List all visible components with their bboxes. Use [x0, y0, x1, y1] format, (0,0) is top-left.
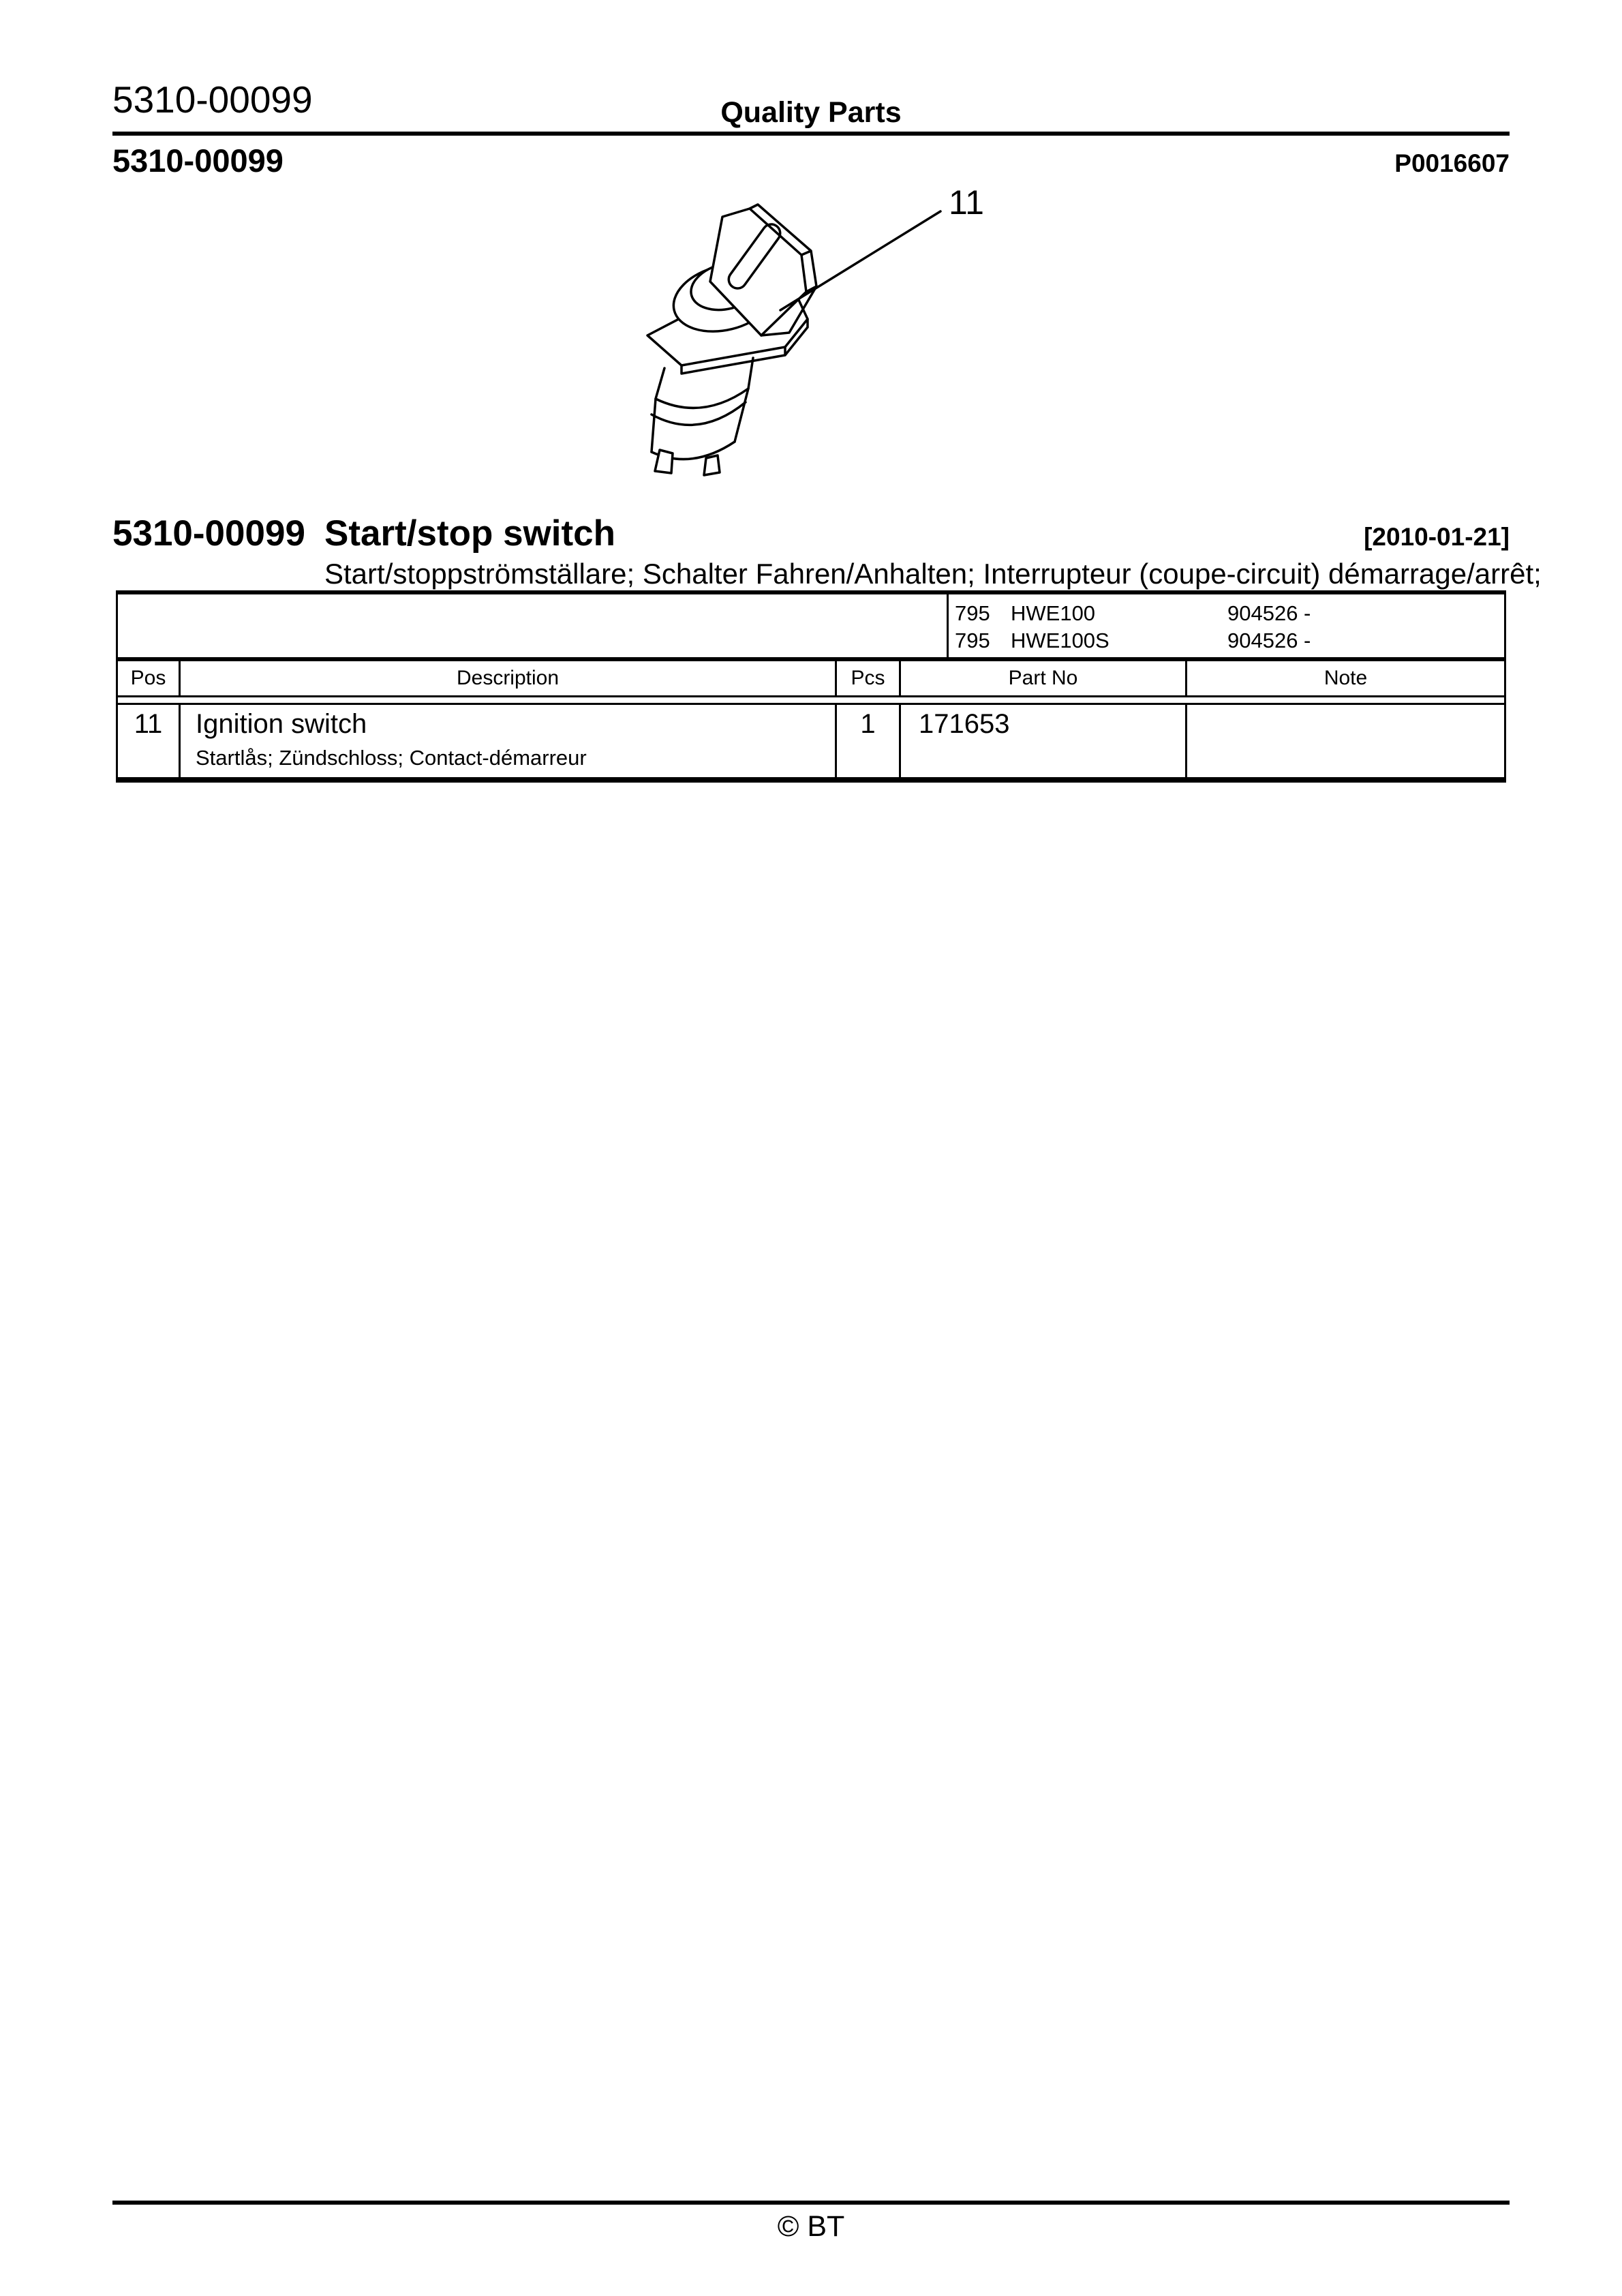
footer-rule [112, 2201, 1510, 2205]
cell-note [1187, 705, 1504, 777]
section-subtitle: Start/stoppströmställare; Schalter Fahren/Anhalten; Interrupteur (coupe-circuit) démarrage/arrêt; [324, 558, 1542, 590]
switch-housing [652, 358, 753, 475]
col-header-note: Note [1323, 667, 1368, 689]
header-rule [112, 132, 1510, 136]
col-header-part-no: Part No [901, 661, 1187, 695]
header-center-title: Quality Parts [720, 96, 902, 129]
model-panel-divider [947, 594, 949, 657]
parts-table-header [118, 661, 1504, 695]
model-serial: 904526 - [1227, 601, 1311, 625]
section-revision-date: [2010-01-21] [1364, 523, 1510, 551]
description-main: Ignition switch [196, 709, 367, 739]
cell-pos: 11 [118, 705, 181, 777]
model-code: 795 [955, 629, 990, 652]
header-doc-number: 5310-00099 [112, 78, 313, 121]
model-row [955, 600, 1311, 627]
figure-code: P0016607 [1394, 149, 1510, 177]
col-header-description: Description [181, 661, 837, 695]
model-row [955, 627, 1311, 654]
col-header-pos: Pos [118, 661, 181, 695]
col-header-pcs: Pcs [837, 661, 901, 695]
figure-callout-11: 11 [949, 183, 984, 222]
model-code: 795 [955, 601, 990, 625]
terminal-tab [704, 455, 720, 475]
model-list [955, 600, 1311, 654]
doc-number-bold: 5310-00099 [112, 142, 284, 179]
cell-description [181, 705, 837, 777]
model-name: HWE100 [1011, 601, 1096, 625]
footer-copyright: © BT [777, 2210, 845, 2243]
section-number: 5310-00099 [112, 513, 305, 554]
table-row [118, 705, 1504, 777]
header-separator-double-rule [118, 695, 1504, 705]
section-title: Start/stop switch [324, 513, 616, 554]
cell-pcs: 1 [837, 705, 901, 777]
ignition-switch-drawing [586, 169, 995, 496]
description-translations: Startlås; Zündschloss; Contact-démarreur [196, 746, 587, 770]
model-applicability-panel [118, 594, 1504, 661]
model-serial: 904526 - [1227, 629, 1311, 652]
model-name: HWE100S [1011, 629, 1110, 652]
ignition-switch-figure [586, 169, 995, 496]
parts-table [116, 590, 1506, 783]
callout-leader-line [780, 211, 940, 310]
cell-part-no: 171653 [901, 705, 1187, 777]
